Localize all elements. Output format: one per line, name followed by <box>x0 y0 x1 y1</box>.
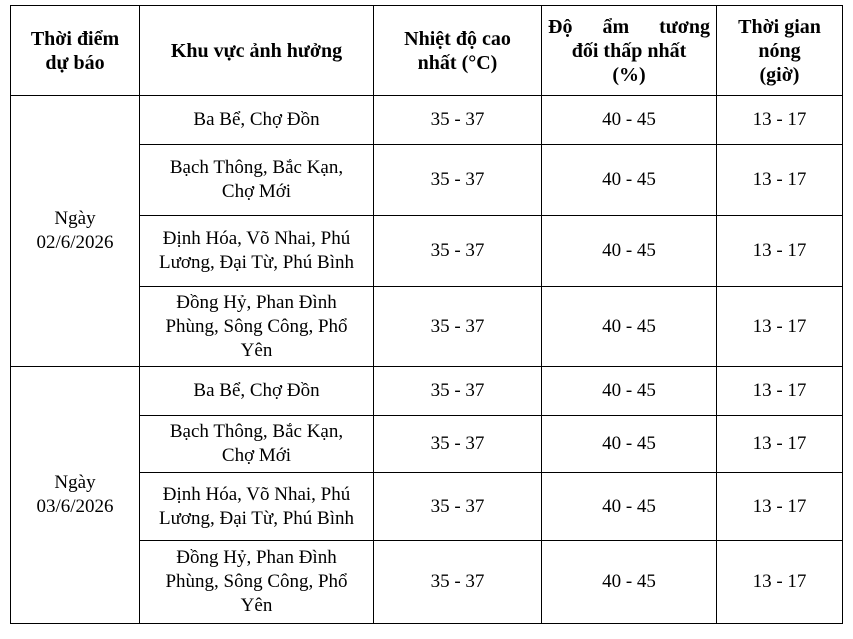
area-line: Đồng Hỷ, Phan Đình <box>176 291 337 313</box>
area-line: Định Hóa, Võ Nhai, Phú <box>162 228 351 249</box>
hours-cell: 13 - 17 <box>717 541 843 624</box>
hours-cell: 13 - 17 <box>717 216 843 287</box>
area-line: Lương, Đại Từ, Phú Bình <box>159 252 354 273</box>
temp-cell: 35 - 37 <box>374 473 542 541</box>
area-line: Chợ Mới <box>221 445 292 466</box>
area-cell <box>140 473 374 541</box>
area-cell <box>140 145 374 216</box>
header-humidity-line-2: đối thấp nhất <box>571 39 687 62</box>
date-label: Ngày <box>54 208 96 229</box>
humidity-cell: 40 - 45 <box>542 473 717 541</box>
header-time <box>11 6 140 96</box>
humidity-cell: 40 - 45 <box>542 287 717 367</box>
area-cell <box>140 367 374 416</box>
header-hours-line-2: (giờ) <box>759 63 800 86</box>
temp-cell: 35 - 37 <box>374 145 542 216</box>
area-cell <box>140 541 374 624</box>
header-temp-line-2: nhất (°C) <box>417 51 498 74</box>
humidity-cell: 40 - 45 <box>542 416 717 473</box>
humidity-cell: 40 - 45 <box>542 541 717 624</box>
area-line: Chợ Mới <box>221 181 292 202</box>
header-humidity <box>542 6 717 96</box>
hours-cell: 13 - 17 <box>717 473 843 541</box>
header-temp-line-1: Nhiệt độ cao <box>404 27 511 50</box>
hours-cell: 13 - 17 <box>717 416 843 473</box>
temp-cell: 35 - 37 <box>374 416 542 473</box>
humidity-cell: 40 - 45 <box>542 216 717 287</box>
header-time-line-2: dự báo <box>45 51 105 74</box>
area-line: Ba Bể, Chợ Đồn <box>193 109 320 130</box>
area-line: Yên <box>240 595 273 616</box>
area-cell <box>140 287 374 367</box>
hours-cell: 13 - 17 <box>717 145 843 216</box>
table-row <box>11 367 843 416</box>
area-cell <box>140 96 374 145</box>
hours-cell: 13 - 17 <box>717 287 843 367</box>
hours-cell: 13 - 17 <box>717 96 843 145</box>
area-line: Ba Bể, Chợ Đồn <box>193 380 320 401</box>
header-hours-line-1: Thời gian nóng <box>738 15 821 62</box>
header-humidity-line-3: (%) <box>612 63 646 86</box>
temp-cell: 35 - 37 <box>374 96 542 145</box>
header-humidity-line-1: Độ ẩm tương <box>548 15 710 38</box>
area-cell <box>140 216 374 287</box>
date-label: Ngày <box>54 472 96 493</box>
temp-cell: 35 - 37 <box>374 216 542 287</box>
area-line: Đồng Hỷ, Phan Đình <box>176 547 337 568</box>
humidity-cell: 40 - 45 <box>542 96 717 145</box>
date-cell <box>11 96 140 367</box>
area-line: Bạch Thông, Bắc Kạn, <box>169 157 344 178</box>
forecast-table <box>10 5 843 624</box>
date-value: 03/6/2026 <box>36 496 114 517</box>
hours-cell: 13 - 17 <box>717 367 843 416</box>
date-cell <box>11 367 140 624</box>
temp-cell: 35 - 37 <box>374 541 542 624</box>
area-line: Phùng, Sông Công, Phổ <box>165 315 348 337</box>
area-line: Bạch Thông, Bắc Kạn, <box>169 421 344 442</box>
area-line: Định Hóa, Võ Nhai, Phú <box>162 483 351 505</box>
humidity-cell: 40 - 45 <box>542 367 717 416</box>
header-time-line-1: Thời điểm <box>30 27 120 50</box>
header-area: Khu vực ảnh hưởng <box>140 6 374 96</box>
temp-cell: 35 - 37 <box>374 367 542 416</box>
header-hours <box>717 6 843 96</box>
area-cell <box>140 416 374 473</box>
header-temp <box>374 6 542 96</box>
humidity-cell: 40 - 45 <box>542 145 717 216</box>
area-line: Lương, Đại Từ, Phú Bình <box>159 507 354 529</box>
date-value: 02/6/2026 <box>36 232 114 253</box>
area-line: Phùng, Sông Công, Phổ <box>165 571 348 592</box>
table-row <box>11 96 843 145</box>
area-line: Yên <box>240 339 273 361</box>
header-row <box>11 6 843 96</box>
temp-cell: 35 - 37 <box>374 287 542 367</box>
